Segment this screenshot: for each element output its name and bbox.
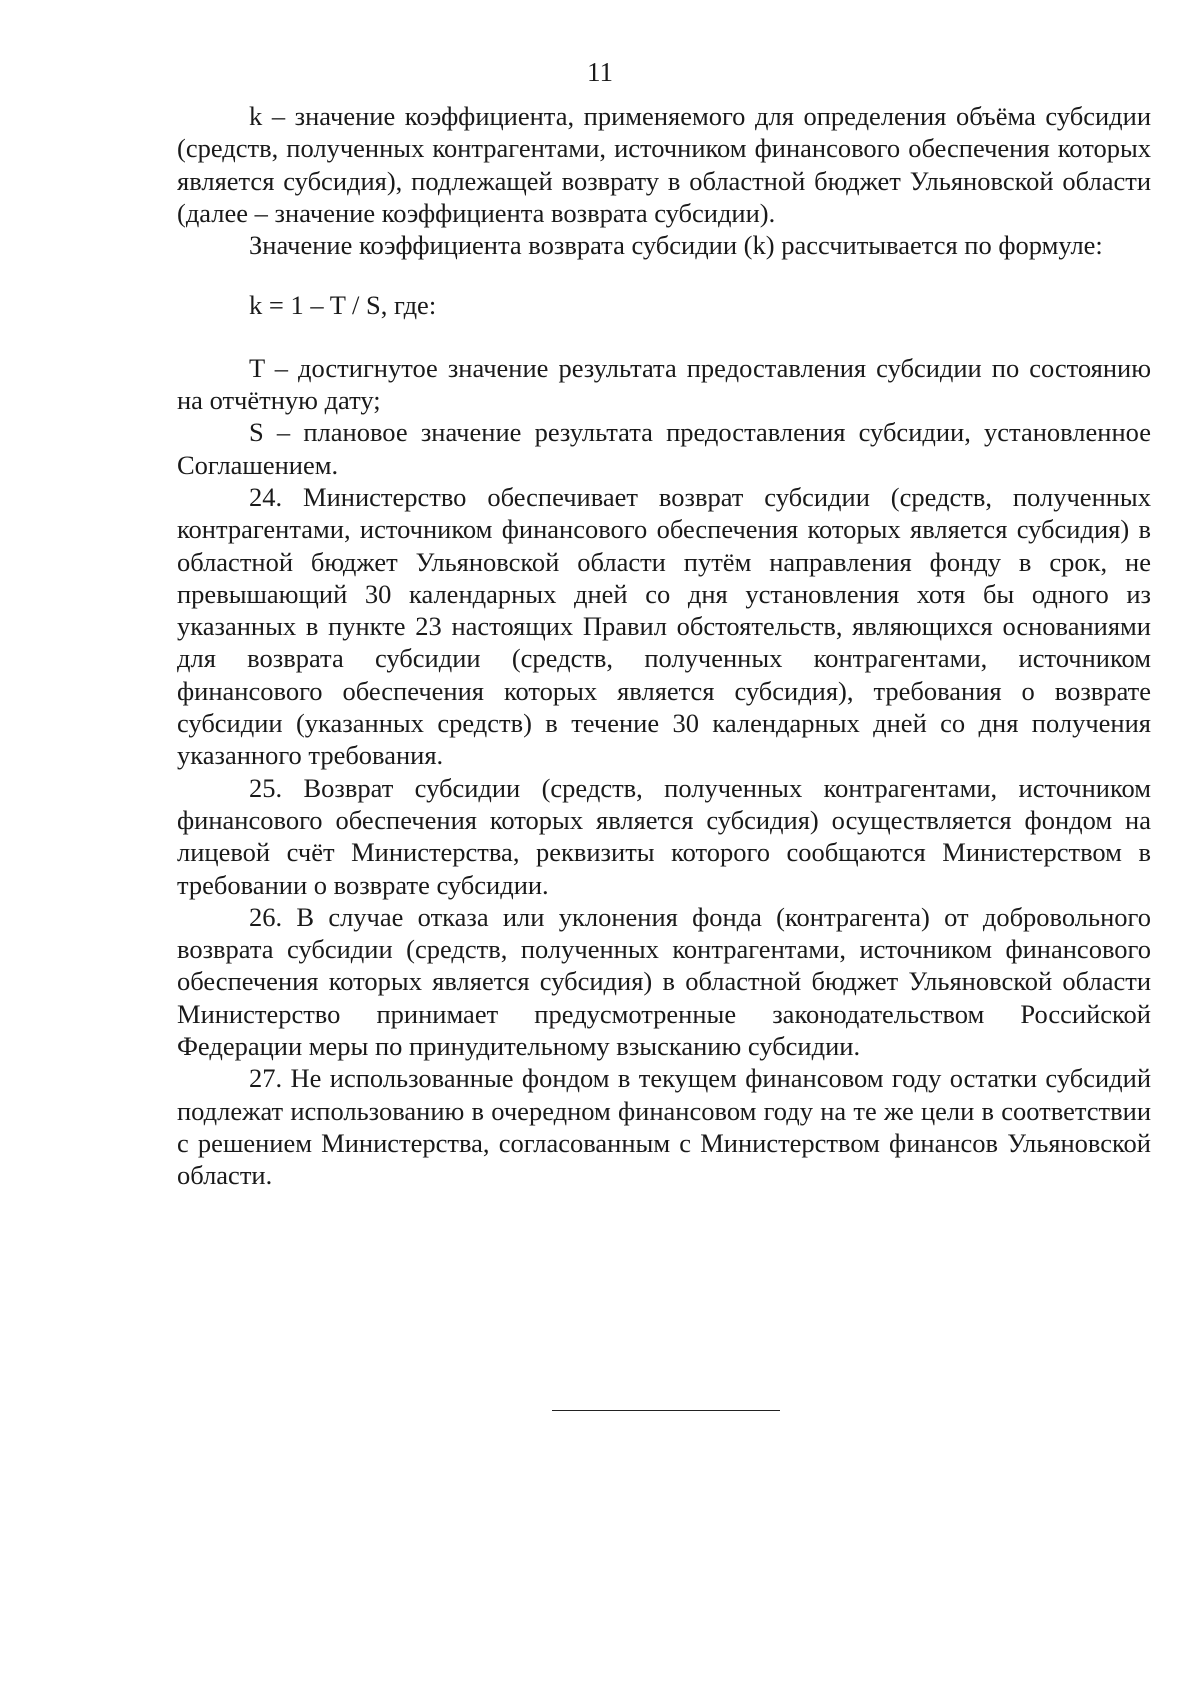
paragraph-t-definition: T – достигнутое значение результата предоставления субсидии по состоянию на отчётную дату; xyxy=(177,352,1151,416)
end-separator-line xyxy=(552,1410,780,1411)
paragraph-k-definition: k – значение коэффициента, применяемого для определения объёма субсидии (средств, полученных контрагентами, источником финансового обеспечения которых является субсидия), подлежащей возврату в областной бюджет Ульяновской области (далее – значение коэффициента возврата субсидии). xyxy=(177,101,1151,228)
paragraph-24: 24. Министерство обеспечивает возврат субсидии (средств, полученных контрагентами, источником финансового обеспечения которых является субсидия) в областной бюджет Ульяновской области путём направления фонду в срок, не превышающий 30 календарных дней со дня установления хотя бы одного из указанных в пункте 23 настоящих Правил обстоятельств, являющихся основаниями для возврата субсидии (средств, полученных контрагентами, источником финансового обеспечения которых является субсидия), требования о возврате субсидии (указанных средств) в течение 30 календарных дней со дня получения указанного требования. xyxy=(177,481,1151,771)
paragraph-k-intro: Значение коэффициента возврата субсидии (k) рассчитывается по формуле: xyxy=(249,230,1103,261)
paragraph-25: 25. Возврат субсидии (средств, полученных контрагентами, источником финансового обеспечения которых является субсидия) осуществляется фондом на лицевой счёт Министерства, реквизиты которого сообщаются Министерством в требовании о возврате субсидии. xyxy=(177,772,1151,900)
document-body xyxy=(177,100,1151,1192)
formula: k = 1 – T / S, где: xyxy=(249,290,437,321)
paragraph-26: 26. В случае отказа или уклонения фонда (контрагента) от добровольного возврата субсидии (средств, полученных контрагентами, источником финансового обеспечения которых является субсидия) в областной бюджет Ульяновской области Министерство принимает предусмотренные законодательством Российской Федерации меры по принудительному взысканию субсидии. xyxy=(177,901,1151,1062)
page-number: 11 xyxy=(587,57,613,87)
paragraph-27: 27. Не использованные фондом в текущем финансовом году остатки субсидий подлежат использованию в очередном финансовом году на те же цели в соответствии с решением Министерства, согласованным с Министерством финансов Ульяновской области. xyxy=(177,1063,1151,1191)
paragraph-s-definition: S – плановое значение результата предоставления субсидии, установленное Соглашением. xyxy=(177,417,1151,480)
